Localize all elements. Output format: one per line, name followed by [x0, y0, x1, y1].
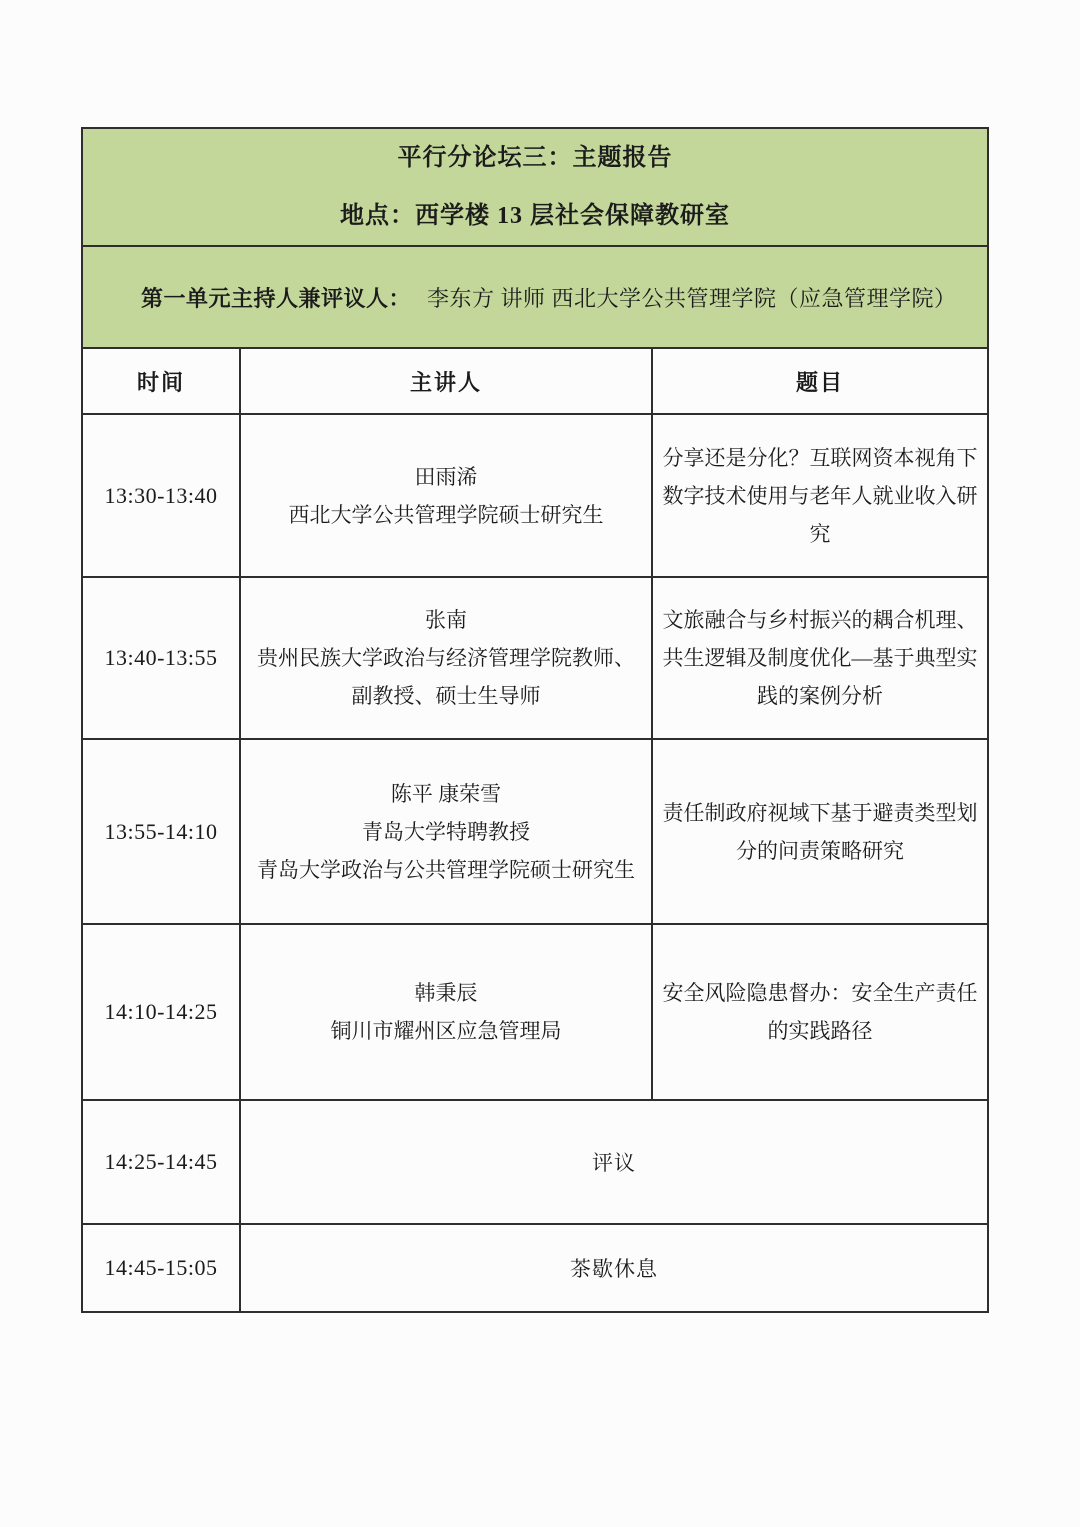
table-row [82, 924, 988, 1100]
speaker-affiliation: 西北大学公共管理学院硕士研究生 [288, 502, 604, 527]
speaker-affiliation: 青岛大学特聘教授 [362, 819, 530, 844]
forum-schedule-table [81, 127, 989, 1313]
table-row [82, 739, 988, 924]
speaker-name: 张南 [425, 608, 467, 632]
time-cell: 14:45-15:05 [82, 1224, 240, 1312]
topic-cell: 责任制政府视域下基于避责类型划分的问责策略研究 [652, 739, 988, 924]
topic-cell: 安全风险隐患督办：安全生产责任的实践路径 [652, 924, 988, 1100]
topic-cell: 文旅融合与乡村振兴的耦合机理、共生逻辑及制度优化—基于典型实践的案例分析 [652, 577, 988, 739]
table-row [82, 414, 988, 577]
time-cell: 13:30-13:40 [82, 414, 240, 577]
speaker-cell [240, 739, 652, 924]
time-cell: 13:40-13:55 [82, 577, 240, 739]
speaker-affiliation: 贵州民族大学政治与经济管理学院教师、副教授、硕士生导师 [257, 646, 635, 708]
moderator-row [82, 246, 988, 348]
column-header-speaker: 主讲人 [240, 348, 652, 414]
speaker-name: 田雨浠 [414, 464, 478, 489]
speaker-affiliation: 铜川市耀州区应急管理局 [330, 1019, 562, 1043]
speaker-cell [240, 924, 652, 1100]
speaker-affiliation: 青岛大学政治与公共管理学院硕士研究生 [257, 857, 635, 882]
time-cell: 13:55-14:10 [82, 739, 240, 924]
topic-cell: 分享还是分化？互联网资本视角下数字技术使用与老年人就业收入研究 [652, 414, 988, 577]
program-sheet [81, 127, 989, 1313]
tea-break-cell: 茶歇休息 [240, 1224, 988, 1312]
moderator-label: 第一单元主持人兼评议人： [141, 285, 412, 311]
forum-location: 地点：西学楼 13 层社会保障教研室 [340, 203, 731, 229]
column-header-topic: 题目 [652, 348, 988, 414]
forum-title-row [82, 128, 988, 246]
table-header-row [82, 348, 988, 414]
time-cell: 14:25-14:45 [82, 1100, 240, 1224]
forum-title-cell [82, 128, 988, 246]
column-header-time: 时间 [82, 348, 240, 414]
forum-title: 平行分论坛三：主题报告 [397, 145, 673, 171]
moderator-cell [82, 246, 988, 348]
table-row [82, 577, 988, 739]
speaker-name: 韩秉辰 [414, 981, 478, 1005]
speaker-name: 陈平 康荣雪 [390, 781, 502, 806]
speaker-cell [240, 577, 652, 739]
table-row [82, 1100, 988, 1224]
table-row [82, 1224, 988, 1312]
speaker-cell [240, 414, 652, 577]
moderator-value: 李东方 讲师 西北大学公共管理学院（应急管理学院） [427, 285, 957, 311]
discussion-cell: 评议 [240, 1100, 988, 1224]
time-cell: 14:10-14:25 [82, 924, 240, 1100]
